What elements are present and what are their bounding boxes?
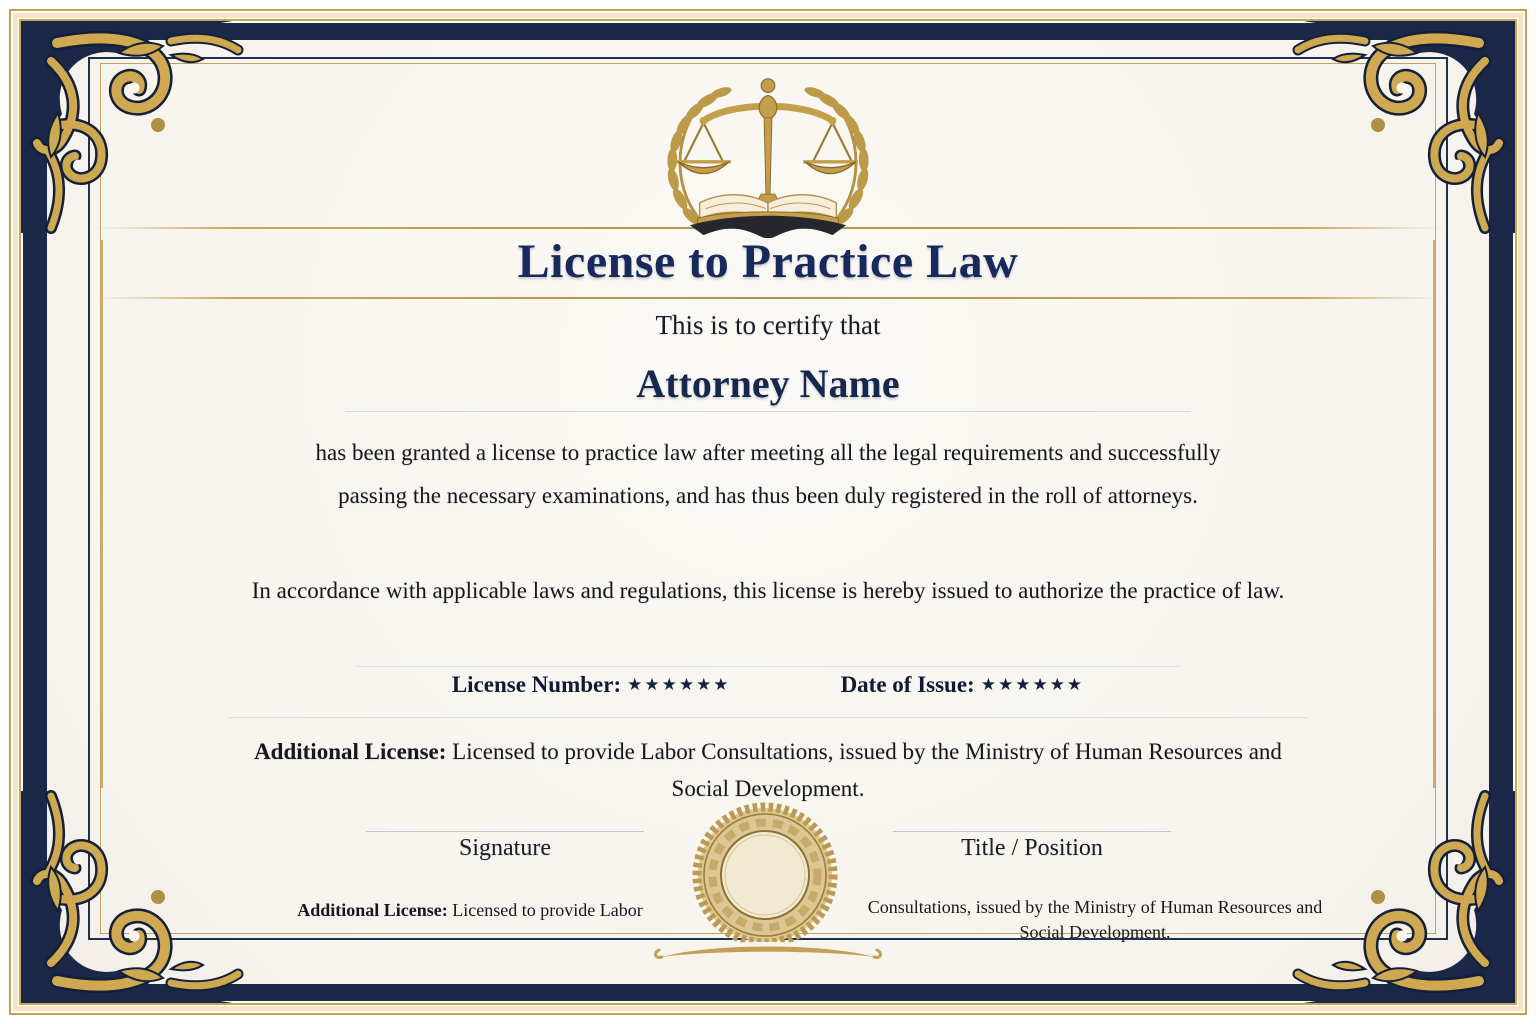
- license-number-label: License Number:: [451, 672, 622, 697]
- footer-left-label: Additional License:: [297, 900, 448, 920]
- corner-ornament-icon: [1287, 775, 1515, 1003]
- grant-paragraph: has been granted a license to practice law after meeting all the legal requirements and successfully passing the necessary examinations, and has thus been duly registered in the roll of attorneys.: [315, 440, 1221, 508]
- license-number-value: ★★★★★★: [627, 675, 731, 695]
- divider-below-license-row: [228, 717, 1308, 718]
- corner-ornament-icon: [21, 775, 249, 1003]
- footer-left-text: [260, 898, 680, 923]
- gold-dot-decoration: [1371, 118, 1385, 132]
- corner-ornament-icon: [21, 21, 249, 249]
- date-of-issue-label: Date of Issue:: [840, 672, 975, 697]
- certificate-title: License to Practice Law: [517, 235, 1019, 288]
- date-of-issue-field: [841, 672, 1085, 698]
- footer-right-text: Consultations, issued by the Ministry of Human Resources and Social Development.: [867, 897, 1323, 942]
- gold-dot-decoration: [151, 890, 165, 904]
- official-seal-icon: [690, 800, 840, 950]
- authorization-paragraph: In accordance with applicable laws and regulations, this license is hereby issued to authorize the practice of law.: [251, 578, 1285, 603]
- gold-dot-decoration: [1371, 890, 1385, 904]
- divider-under-name: [345, 411, 1191, 412]
- title-position-label: Title / Position: [961, 835, 1103, 861]
- signature-line: [366, 831, 644, 832]
- additional-license-text: Licensed to provide Labor Consultations, issued by the Ministry of Human Resources and Social Development.: [452, 739, 1282, 801]
- signature-label: Signature: [459, 835, 551, 861]
- corner-ornament-icon: [1287, 21, 1515, 249]
- gold-swash-line-bottom: [94, 297, 1442, 299]
- footer-left-value: Licensed to provide Labor: [452, 900, 643, 920]
- ribbon-flourish-icon: [650, 936, 886, 968]
- license-details-row: [0, 672, 1536, 698]
- attorney-name: Attorney Name: [636, 361, 900, 406]
- certify-line: This is to certify that: [655, 310, 881, 340]
- additional-license-label: Additional License:: [254, 739, 447, 764]
- divider-above-license-row: [355, 666, 1181, 667]
- license-number-field: [452, 672, 731, 698]
- additional-license-paragraph: [253, 733, 1283, 807]
- scales-of-justice-emblem-icon: [638, 72, 898, 238]
- date-of-issue-value: ★★★★★★: [980, 675, 1085, 695]
- gold-dot-decoration: [151, 118, 165, 132]
- title-position-line: [893, 831, 1171, 832]
